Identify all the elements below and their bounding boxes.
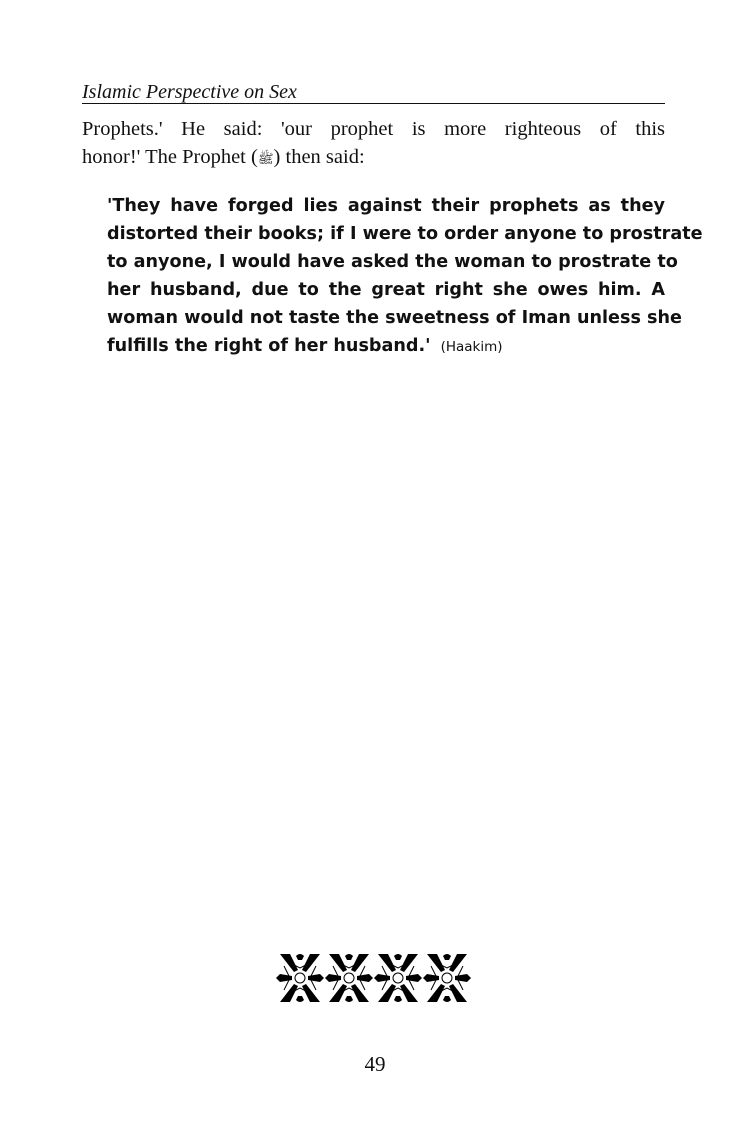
quote-line — [107, 332, 665, 361]
body-line: Prophets.' He said: 'our prophet is more righteous of this — [82, 118, 665, 140]
citation: (Haakim) — [440, 339, 503, 355]
quote-text: fulfills the right of her husband.' — [107, 336, 431, 356]
quote-line: to anyone, I would have asked the woman to prostrate to — [107, 252, 678, 272]
quote-line: her husband, due to the great right she owes him. A — [107, 280, 665, 300]
quote-line: woman would not taste the sweetness of Iman unless she — [107, 308, 682, 328]
running-header: Islamic Perspective on Sex — [82, 80, 665, 104]
geometric-ornament-icon — [276, 952, 474, 1004]
quote-line: distorted their books; if I were to order anyone to prostrate — [107, 224, 703, 244]
quote-line: 'They have forged lies against their prophets as they — [107, 196, 665, 216]
body-text: ) then said: — [273, 146, 365, 168]
body-line — [82, 143, 665, 173]
salutation-symbol: ﷺ — [257, 151, 274, 166]
body-text: honor!' The Prophet ( — [82, 146, 258, 168]
page-number: 49 — [364, 1052, 386, 1076]
